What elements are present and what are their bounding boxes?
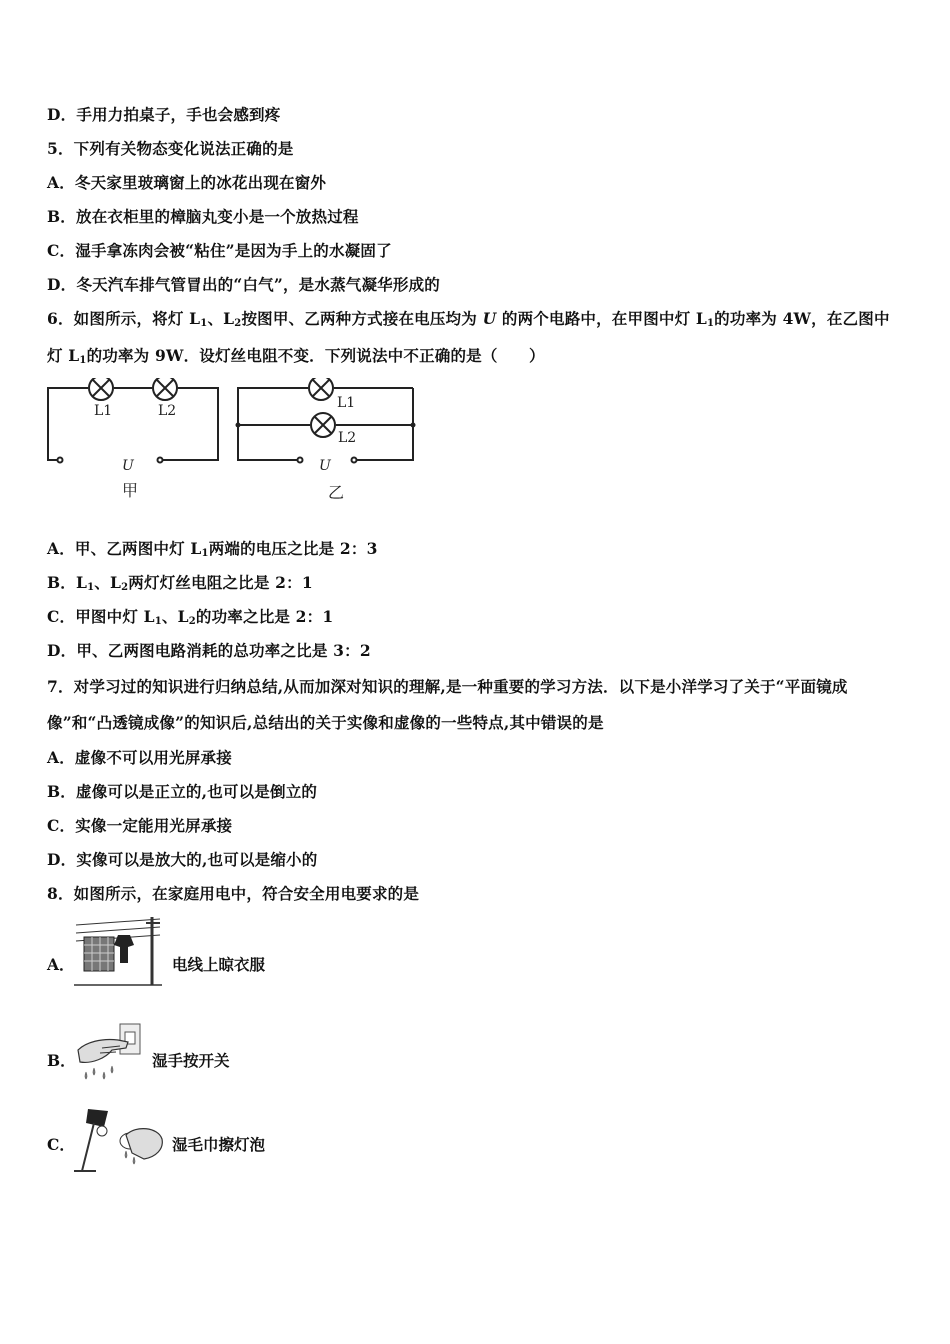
q8-option-a-label: A．	[47, 955, 75, 974]
q7-option-a: A．虚像不可以用光屏承接	[47, 748, 232, 767]
q5-stem: 5．下列有关物态变化说法正确的是	[47, 139, 294, 158]
q6-stem-line2: 灯 $L_1$的功率为 9W．设灯丝电阻不变．下列说法中不正确的是（ ）	[47, 346, 545, 366]
q7-option-c: C．实像一定能用光屏承接	[47, 816, 233, 835]
right-caption: 乙	[328, 483, 345, 502]
right-lamp1-label: L1	[337, 395, 356, 411]
q7-option-d: D．实像可以是放大的,也可以是缩小的	[47, 850, 318, 869]
q6-stem-line1: 6．如图所示，将灯 $L_1$、$L_2$按图甲、乙两种方式接在电压均为 U 的两个电路中，在甲图中灯 $L_1$的功率为 4W，在乙图中	[47, 309, 890, 329]
q7-stem-line1: 7．对学习过的知识进行归纳总结,从而加深对知识的理解,是一种重要的学习方法．以下是小洋学习了关于“平面镜成	[47, 677, 848, 696]
q5-option-b: B．放在衣柜里的樟脑丸变小是一个放热过程	[47, 207, 359, 226]
q5-option-a: A．冬天家里玻璃窗上的冰花出现在窗外	[47, 173, 327, 192]
terminal-icon	[298, 458, 303, 463]
right-voltage-label: U	[319, 458, 331, 474]
q8-option-b-caption: 湿手按开关	[152, 1051, 230, 1070]
q8-stem: 8．如图所示，在家庭用电中，符合安全用电要求的是	[47, 884, 420, 903]
q8-option-b-label: B．	[47, 1051, 76, 1070]
left-lamp1-label: L1	[94, 403, 113, 419]
q5-option-c: C．湿手拿冻肉会被“粘住”是因为手上的水凝固了	[47, 241, 392, 260]
terminal-icon	[58, 458, 63, 463]
terminal-icon	[352, 458, 357, 463]
circuit-diagram	[40, 378, 430, 503]
wet-towel-bulb-icon	[72, 1105, 166, 1175]
q6-option-b: B．$L_1$、$L_2$两灯灯丝电阻之比是 2：1	[47, 573, 313, 593]
terminal-icon	[158, 458, 163, 463]
q6-option-a: A．甲、乙两图中灯 $L_1$两端的电压之比是 2：3	[47, 539, 378, 559]
left-voltage-label: U	[122, 458, 134, 474]
left-lamp2-label: L2	[158, 403, 177, 419]
right-lamp2-label: L2	[338, 430, 357, 446]
wet-hand-switch-icon	[72, 1020, 146, 1088]
q6-option-d: D．甲、乙两图电路消耗的总功率之比是 3：2	[47, 641, 371, 660]
q4-option-d: D．手用力拍桌子，手也会感到疼	[47, 105, 281, 124]
clothes-on-wire-icon	[72, 915, 164, 991]
q5-option-d: D．冬天汽车排气管冒出的“白气”，是水蒸气凝华形成的	[47, 275, 440, 294]
q8-option-c-label: C．	[47, 1135, 75, 1154]
left-caption: 甲	[122, 481, 139, 500]
q8-option-a-caption: 电线上晾衣服	[172, 955, 266, 974]
q7-stem-line2: 像”和“凸透镜成像”的知识后,总结出的关于实像和虚像的一些特点,其中错误的是	[47, 713, 604, 732]
q7-option-b: B．虚像可以是正立的,也可以是倒立的	[47, 782, 318, 801]
q8-option-c-caption: 湿毛巾擦灯泡	[172, 1135, 266, 1154]
q6-option-c: C．甲图中灯 $L_1$、$L_2$的功率之比是 2：1	[47, 607, 334, 627]
